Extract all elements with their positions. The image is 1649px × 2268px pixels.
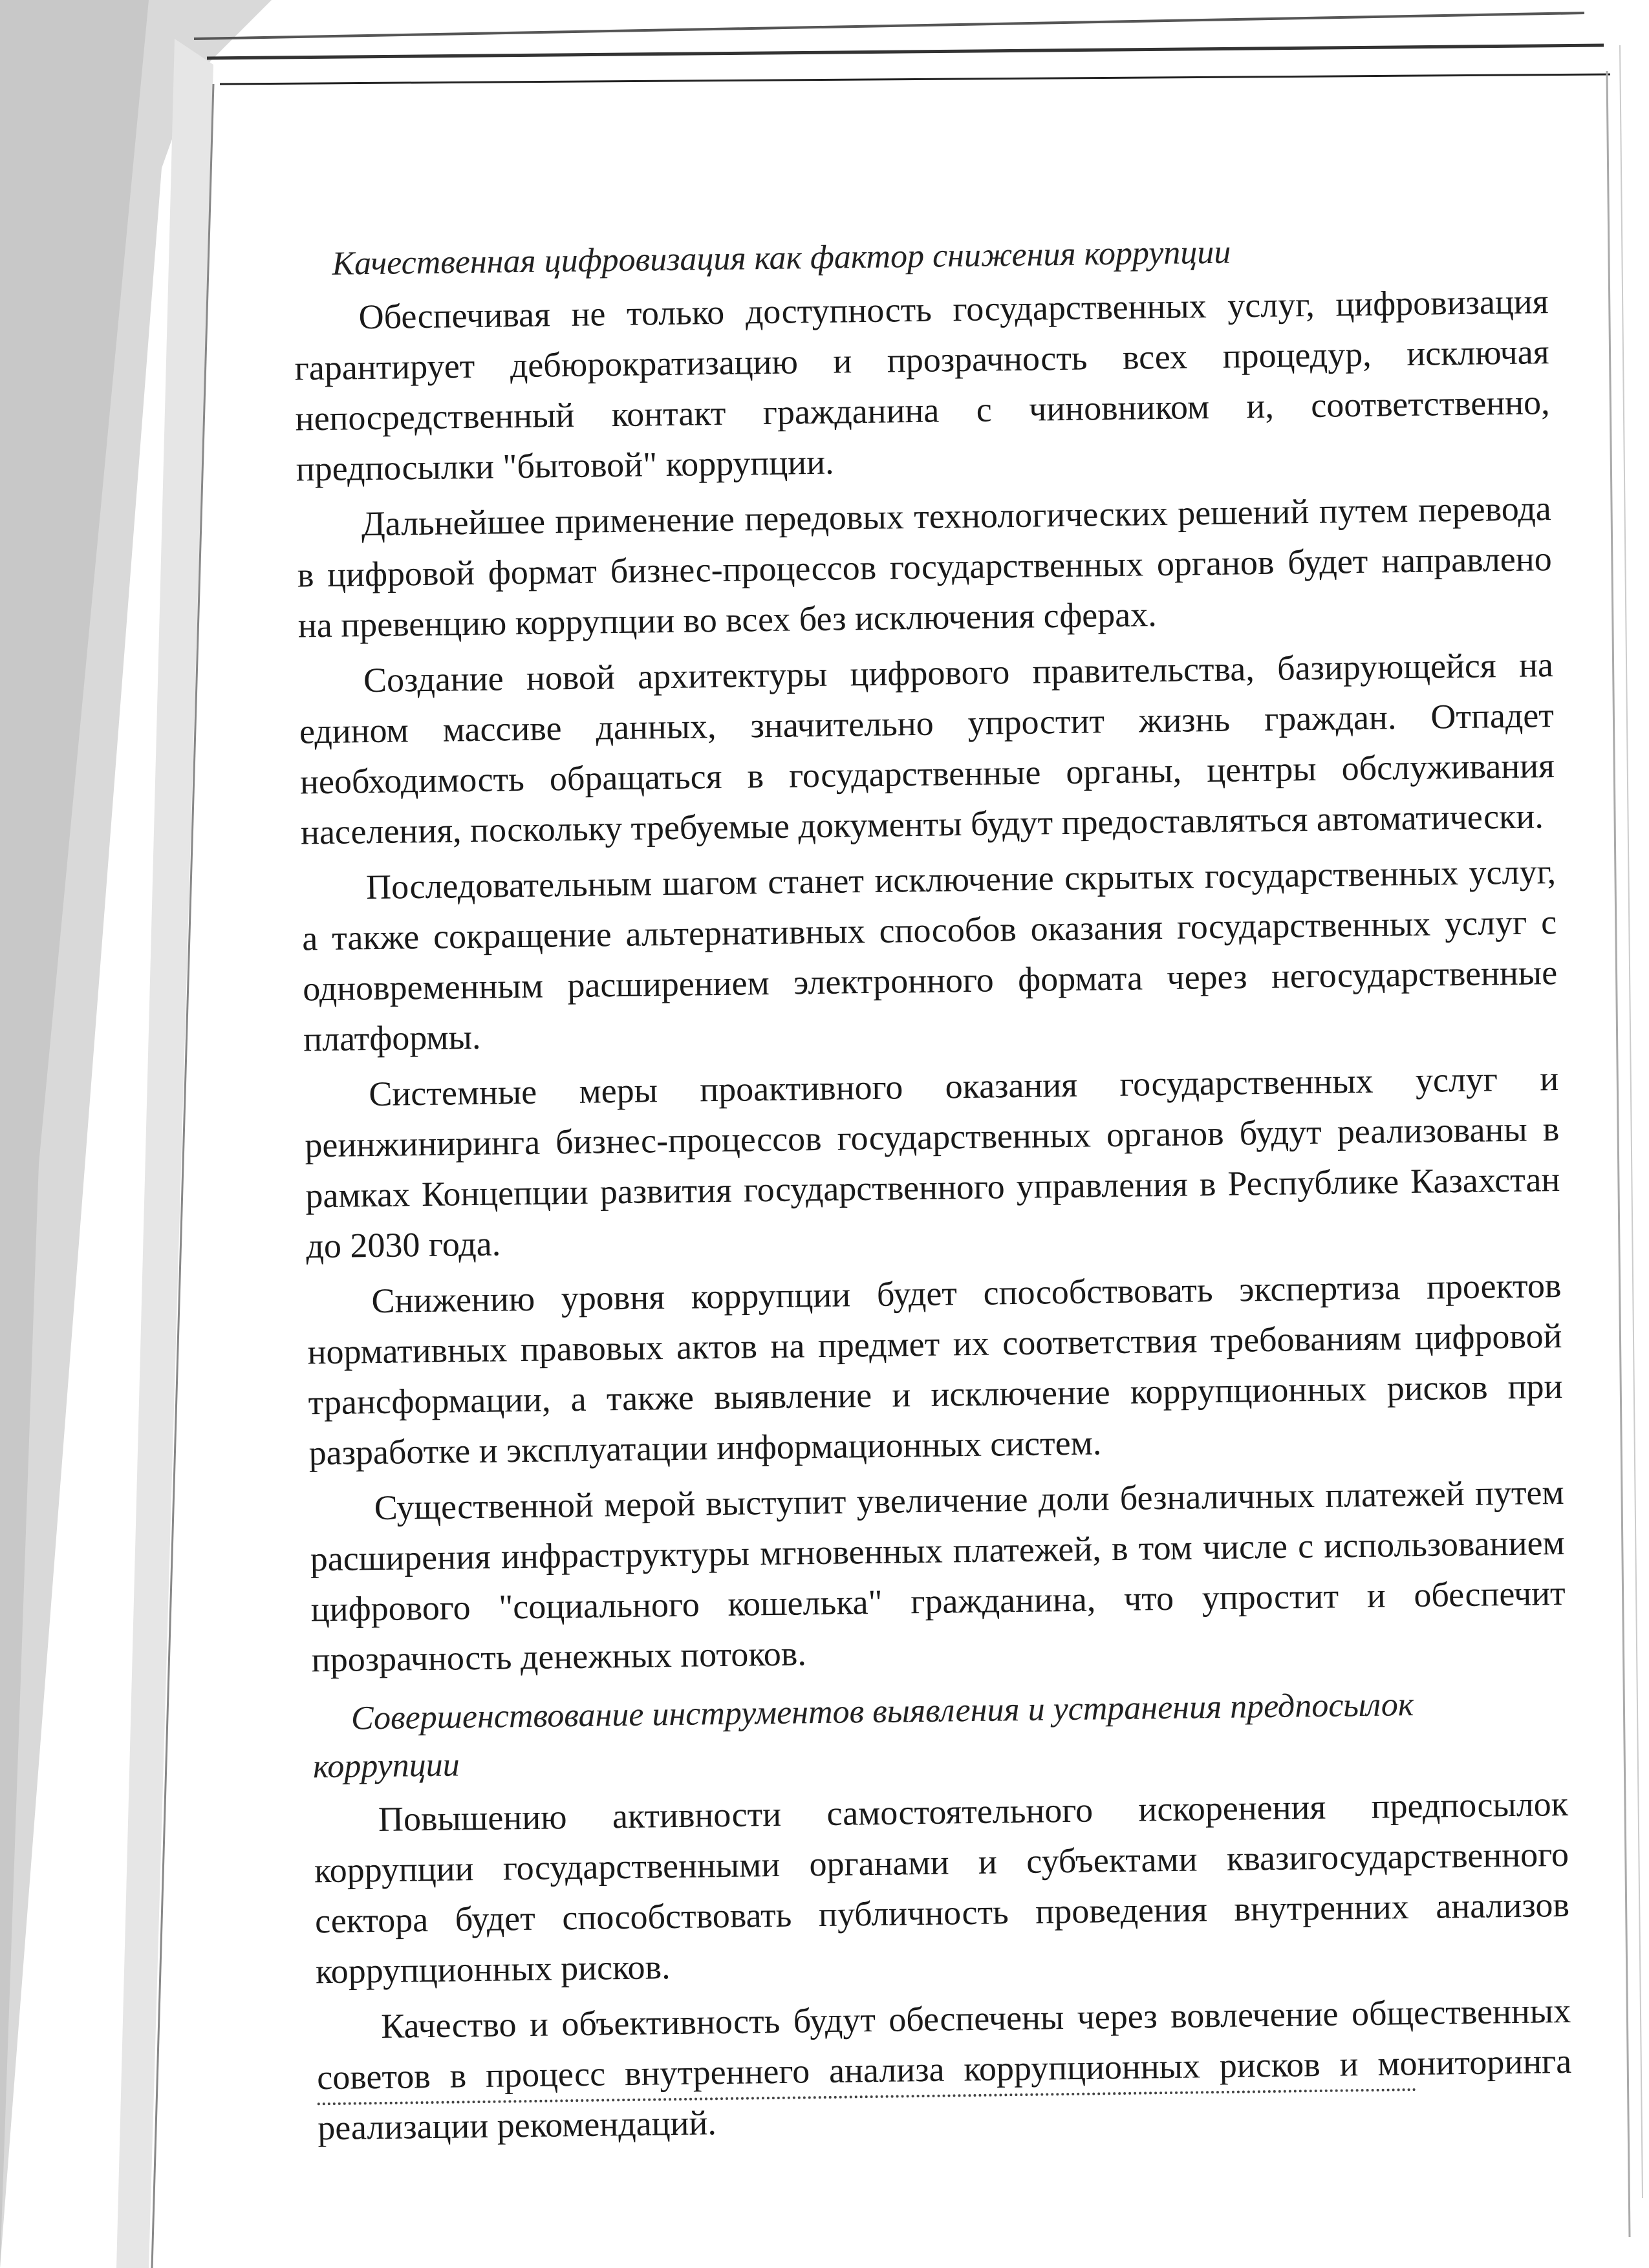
- paragraph: Последовательным шагом станет исключение скрытых государственных услуг, а также сокращение альтернативных способов оказания государственных услуг с одновременным расширением электронного формата через негосударственные платформы.: [301, 852, 1558, 1059]
- paragraph: Обеспечивая не только доступность государственных услуг, цифровизация гарантирует дебюрократизацию и прозрачность всех процедур, исключая непосредственный контакт гражданина с чиновником и, соответственно, предпосылки "бытовой" коррупции.: [294, 282, 1550, 489]
- paragraph: Существенной мерой выступит увеличение доли безналичных платежей путем расширения инфраструктуры мгновенных платежей, в том числе с использованием цифрового "социального кошелька" гражданина, что упростит и обеспечит прозрачность денежных потоков.: [310, 1472, 1566, 1680]
- section-heading: Совершенствование инструментов выявления и устранения предпосылок коррупции: [312, 1686, 1414, 1786]
- paragraph: Снижению уровня коррупции будет способствовать экспертиза проектов нормативных правовых актов на предмет их соответствия требованиям цифровой трансформации, а также выявление и исключение коррупционных рисков при разработке и эксплуатации информационных систем.: [307, 1266, 1563, 1473]
- paragraph: Повышению активности самостоятельного искоренения предпосылок коррупции государственными органами и субъектами квазигосударственного сектора будет способствовать публичность проведения внутренних анализов коррупционных рисков.: [314, 1784, 1570, 1991]
- document-page: [213, 75, 1639, 2252]
- paragraph: Качество и объективность будут обеспечены через вовлечение общественных советов в процесс внутреннего анализа коррупционных рисков и мониторинга реализации рекомендаций.: [316, 1991, 1572, 2148]
- section-heading: Качественная цифровизация как фактор снижения коррупции: [332, 233, 1231, 283]
- paragraph: Создание новой архитектуры цифрового правительства, базирующейся на едином массиве данных, значительно упростит жизнь граждан. Отпадет необходимость обращаться в государственные органы, центры обслуживания населения, поскольку требуемые документы будут предоставляться автоматически.: [299, 645, 1555, 852]
- paragraph: Системные меры проактивного оказания государственных услуг и реинжиниринга бизнес-процессов государственных органов будут реализованы в рамках Концепции развития государственного управления в Республике Казахстан до 2030 года.: [305, 1059, 1560, 1266]
- paragraph: Дальнейшее применение передовых технологических решений путем перевода в цифровой формат бизнес-процессов государственных органов будет направлено на превенцию коррупции во всех без исключения сферах.: [297, 489, 1553, 645]
- document-body: [293, 224, 1573, 2153]
